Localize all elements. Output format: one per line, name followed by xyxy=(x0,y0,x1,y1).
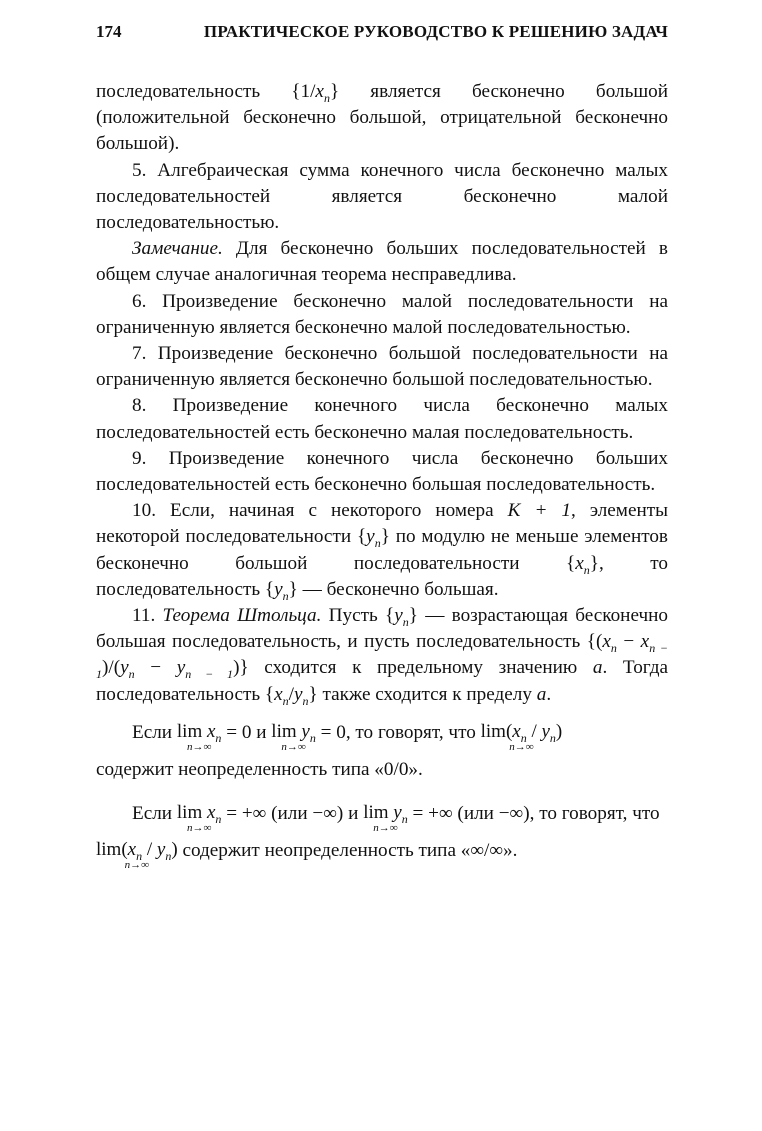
indeterminacy-zero-over-zero: Если $\lim x_n$ n→∞ = 0 и $\lim y_n$ n→∞ = 0, то говорят, что $\lim(x_n / y_n)$ n→∞ xyxy=(132,720,563,753)
page-body: последовательность $\{1/x_n\}$ является бесконечно большой (положительной бесконечно большой, отрицательной бесконечно большой). 5. Алгебраическая сумма конечного числа бесконечно малых последовательностей является бесконечно малой последовательностью. Замечание. Для бесконечно больших последовательностей в общем случае аналогичная теорема несправедлива. 6. Произведение бесконечно малой последовательности на ограниченную является бесконечно малой последовательностью. 7. Произведение бесконечно большой последовательности на ограниченную является бесконечно большой последовательностью. 8. Произведение конечного числа бесконечно малых последовательностей есть бесконечно малая последовательность. 9. Произведение конечного числа бесконечно больших последовательностей есть бесконечно большая последовательность. 10. Если, начиная с некоторого номера K + 1, элементы некоторой последовательности $\{y_n\}$ по модулю не меньше элементов бесконечно большой последовательности $\{x_n\}$, то последовательность $\{y_n\}$ — бесконечно большая. 11. Теорема Штольца. Пусть $\{y_n\}$ — возрастающая бесконечно большая последовательность, и пусть последовательность $\{(x_n - x_{n - 1})/(y_n - y_{n - 1})\}$ сходится к предельному значению a. Тогда последовательность $\{x_n/y_n\}$ также сходится к пределу a. Если $\lim x_n$ n→∞ = 0 и $\lim y_n$ n→∞ = 0, то говорят, что $\lim(x_n / y_n)$ n→∞ содержит неопределенность типа «0/0». Если $\lim x_n$ n→∞ = +∞ (или −∞) и $\lim y_n$ n→∞ = +∞ (или −∞), то говорят, что $\lim(x_n / y_n)$ n→∞ содержит неопределенность типа «∞/∞». xyxy=(96,81,669,872)
limit-ratio: $\lim(x_n / y_n)$ n→∞ xyxy=(480,720,563,753)
property-7: 7. Произведение бесконечно большой последовательности на ограниченную является бесконечно большой последовательностью. xyxy=(96,343,668,391)
theorem-label: Теорема Штольца. xyxy=(162,605,322,627)
limit-xn-inf: $\lim x_n$ n→∞ xyxy=(176,802,222,835)
limit-yn: $\lim y_n$ n→∞ xyxy=(271,720,316,753)
page-number: 174 xyxy=(96,22,122,41)
paragraph-continuation: последовательность $\{1/x_n\}$ является бесконечно большой (положительной бесконечно большой, отрицательной бесконечно большой). xyxy=(96,81,668,155)
property-5: 5. Алгебраическая сумма конечного числа бесконечно малых последовательностей является бесконечно малой последовательностью. xyxy=(96,159,668,234)
running-header xyxy=(96,22,668,48)
running-title: ПРАКТИЧЕСКОЕ РУКОВОДСТВО К РЕШЕНИЮ ЗАДАЧ xyxy=(203,22,668,41)
property-8: 8. Произведение конечного числа бесконечно малых последовательностей есть бесконечно малая последовательность. xyxy=(96,395,668,443)
limit-yn-inf: $\lim y_n$ n→∞ xyxy=(363,802,408,835)
property-9: 9. Произведение конечного числа бесконечно больших последовательностей есть бесконечно большая последовательность. xyxy=(96,447,668,496)
limit-xn: $\lim x_n$ n→∞ xyxy=(176,720,222,753)
remark-label: Замечание. xyxy=(132,238,223,260)
limit-ratio-inf: $\lim(x_n / y_n)$ n→∞ xyxy=(96,839,178,872)
remark: Замечание. Для бесконечно больших последовательностей в общем случае аналогичная теорема несправедлива. xyxy=(96,238,668,286)
property-10: 10. Если, начиная с некоторого номера K + 1, элементы некоторой последовательности $\{y_n\}$ по модулю не меньше элементов бесконечно большой последовательности $\{x_n\}$, то последовательность $\{y_n\}$ — бесконечно большая. xyxy=(96,500,669,603)
property-6: 6. Произведение бесконечно малой последовательности на ограниченную является бесконечно малой последовательностью. xyxy=(96,290,668,338)
property-11-stolz-theorem: 11. Теорема Штольца. Пусть $\{y_n\}$ — возрастающая бесконечно большая последовательность, и пусть последовательность $\{(x_n - x_{n - 1})/(y_n - y_{n - 1})\}$ сходится к предельному значению a. Тогда последовательность $\{x_n/y_n\}$ также сходится к пределу a. xyxy=(96,605,668,708)
indeterminacy-inf-over-inf: Если $\lim x_n$ n→∞ = +∞ (или −∞) и $\lim y_n$ n→∞ = +∞ (или −∞), то говорят, что $\lim(x_n / y_n)$ n→∞ содержит неопределенность типа «∞/∞». xyxy=(96,802,660,872)
